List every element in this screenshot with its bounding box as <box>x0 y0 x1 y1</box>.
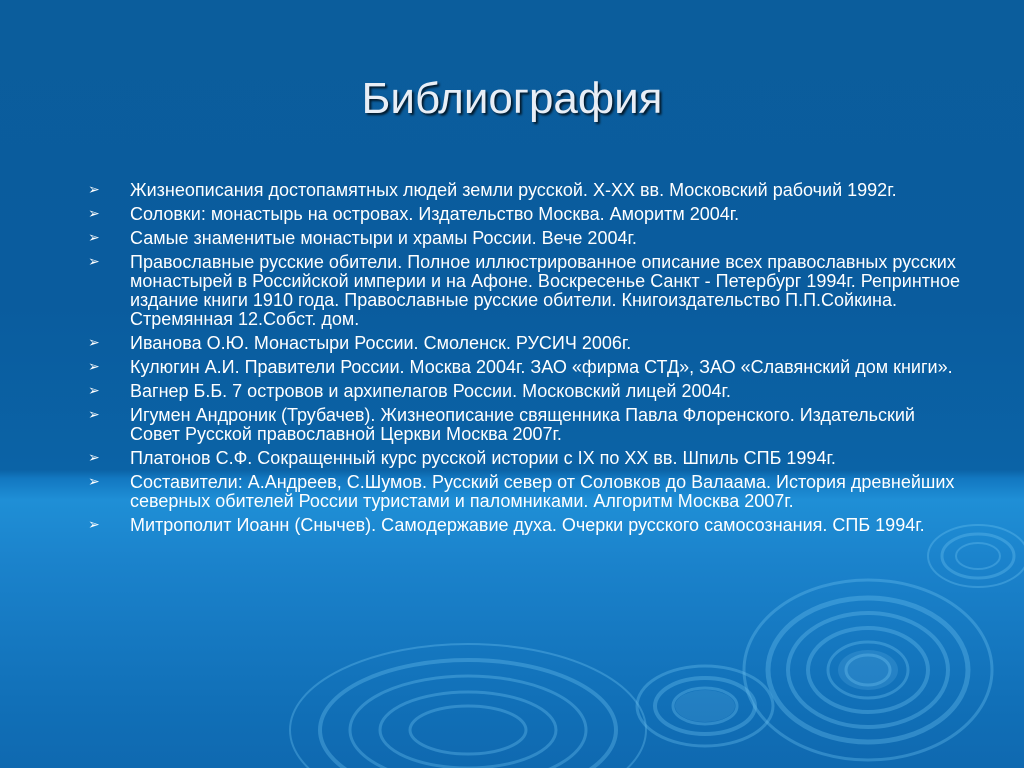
bibliography-item <box>88 253 968 329</box>
arrow-bullet-icon: ➢ <box>88 516 100 532</box>
bibliography-item <box>88 516 968 535</box>
arrow-bullet-icon: ➢ <box>88 334 100 350</box>
bibliography-item <box>88 449 968 468</box>
bibliography-item <box>88 382 968 401</box>
arrow-bullet-icon: ➢ <box>88 358 100 374</box>
arrow-bullet-icon: ➢ <box>88 449 100 465</box>
arrow-bullet-icon: ➢ <box>88 205 100 221</box>
bibliography-item <box>88 181 968 200</box>
slide-title: Библиография <box>361 74 663 123</box>
arrow-bullet-icon: ➢ <box>88 181 100 197</box>
bibliography-item <box>88 229 968 248</box>
bibliography-item-text: Иванова О.Ю. Монастыри России. Смоленск. РУСИЧ 2006г. <box>130 333 632 353</box>
bibliography-item-text: Жизнеописания достопамятных людей земли русской. X-XX вв. Московский рабочий 1992г. <box>130 180 897 200</box>
bibliography-item-text: Митрополит Иоанн (Снычев). Самодержавие духа. Очерки русского самосознания. СПБ 1994г. <box>130 515 925 535</box>
bibliography-item-text: Составители: А.Андреев, С.Шумов. Русский север от Соловков до Валаама. История древнейших северных обителей России туристами и паломниками. Алгоритм Москва 2007г. <box>130 472 955 511</box>
bibliography-item-text: Православные русские обители. Полное иллюстрированное описание всех православных русских монастырей в Российской империи и на Афоне. Воскресенье Санкт - Петербург 1994г. Репринтное издание книги 1910 года. Православные русские обители. Книгоиздательство П.П.Сойкина. Стремянная 12.Собст. дом. <box>130 252 960 329</box>
arrow-bullet-icon: ➢ <box>88 382 100 398</box>
arrow-bullet-icon: ➢ <box>88 473 100 489</box>
bibliography-item <box>88 358 968 377</box>
bibliography-item-text: Игумен Андроник (Трубачев). Жизнеописание священника Павла Флоренского. Издательский Совет Русской православной Церкви Москва 2007г. <box>130 405 915 444</box>
bibliography-item-text: Вагнер Б.Б. 7 островов и архипелагов России. Московский лицей 2004г. <box>130 381 731 401</box>
bibliography-item-text: Соловки: монастырь на островах. Издательство Москва. Аморитм 2004г. <box>130 204 740 224</box>
arrow-bullet-icon: ➢ <box>88 229 100 245</box>
bibliography-item-text: Платонов С.Ф. Сокращенный курс русской истории с IX по XX вв. Шпиль СПБ 1994г. <box>130 448 836 468</box>
bibliography-list <box>88 181 968 540</box>
bibliography-item-text: Самые знаменитые монастыри и храмы России. Вече 2004г. <box>130 228 637 248</box>
bibliography-item <box>88 473 968 511</box>
bibliography-item <box>88 334 968 353</box>
bibliography-item <box>88 205 968 224</box>
bibliography-item-text: Кулюгин А.И. Правители России. Москва 2004г. ЗАО «фирма СТД», ЗАО «Славянский дом книги». <box>130 357 953 377</box>
arrow-bullet-icon: ➢ <box>88 406 100 422</box>
arrow-bullet-icon: ➢ <box>88 253 100 269</box>
bibliography-item <box>88 406 968 444</box>
